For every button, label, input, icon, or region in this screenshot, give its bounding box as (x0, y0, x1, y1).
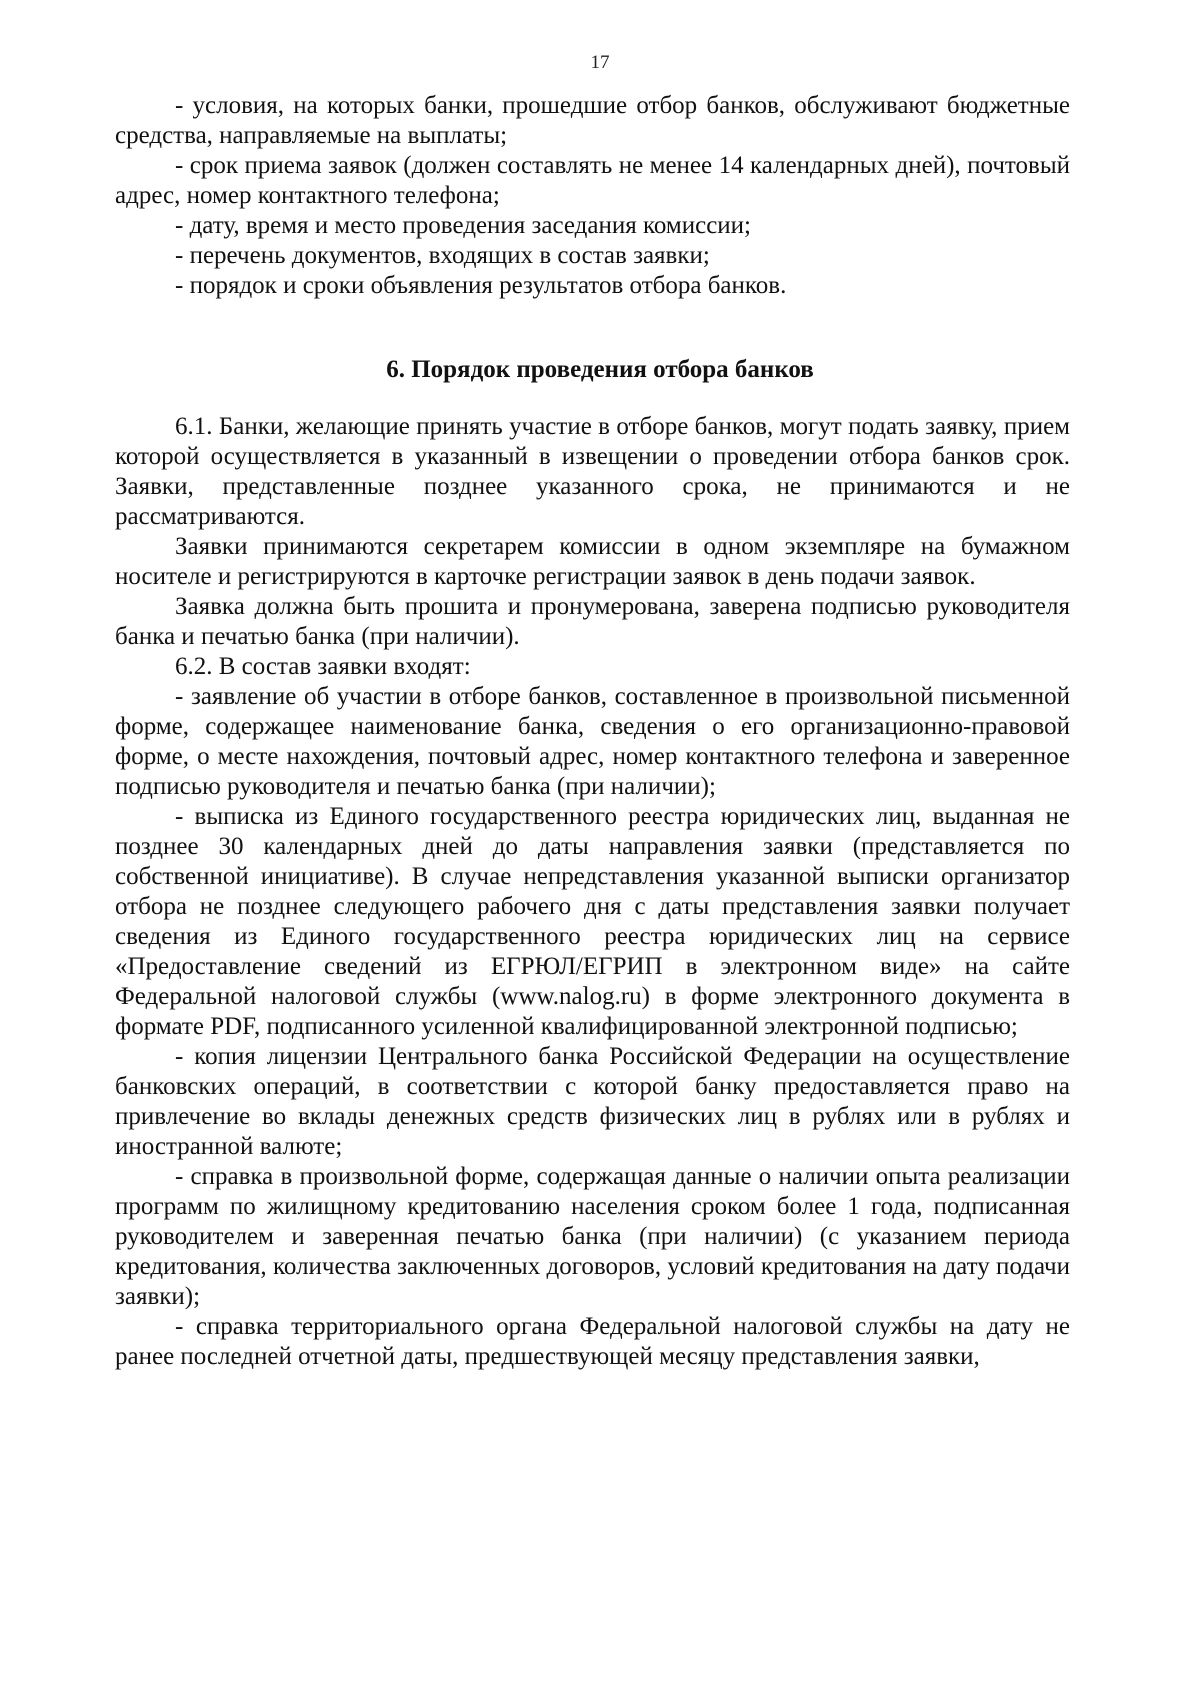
paragraph: - справка территориального органа Федеральной налоговой службы на дату не ранее последней отчетной даты, предшествующей месяцу представления заявки, (115, 1313, 1070, 1370)
paragraph: - копия лицензии Центрального банка Российской Федерации на осуществление банковских операций, в соответствии с которой банку предоставляется право на привлечение во вклады денежных средств физических лиц в рублях или в рублях и иностранной валюте; (115, 1043, 1070, 1160)
paragraph: Заявки принимаются секретарем комиссии в одном экземпляре на бумажном носителе и регистрируются в карточке регистрации заявок в день подачи заявок. (115, 533, 1070, 590)
intro-item: - условия, на которых банки, прошедшие отбор банков, обслуживают бюджетные средства, направляемые на выплаты; (115, 92, 1070, 149)
intro-item: - дату, время и место проведения заседания комиссии; (175, 212, 752, 239)
paragraph: Заявка должна быть прошита и пронумерована, заверена подписью руководителя банка и печатью банка (при наличии). (115, 593, 1070, 650)
paragraph: - справка в произвольной форме, содержащая данные о наличии опыта реализации программ по жилищному кредитованию населения сроком более 1 года, подписанная руководителем и заверенная печатью банка (при наличии) (с указанием периода кредитования, количества заключенных договоров, условий кредитования на дату подачи заявки); (115, 1163, 1070, 1310)
page-number: 17 (590, 52, 610, 73)
paragraph: 6.1. Банки, желающие принять участие в отборе банков, могут подать заявку, прием которой осуществляется в указанный в извещении о проведении отбора банков срок. Заявки, представленные позднее указанного срока, не принимаются и не рассматриваются. (115, 413, 1070, 530)
intro-item: - порядок и сроки объявления результатов отбора банков. (175, 272, 787, 299)
intro-item: - срок приема заявок (должен составлять не менее 14 календарных дней), почтовый адрес, номер контактного телефона; (115, 152, 1070, 209)
intro-item: - перечень документов, входящих в состав заявки; (175, 242, 710, 269)
intro-list (115, 91, 1070, 301)
paragraph: 6.2. В состав заявки входят: (175, 653, 471, 680)
section-body (115, 412, 1070, 1372)
section-title: 6. Порядок проведения отбора банков (386, 356, 814, 383)
paragraph: - выписка из Единого государственного реестра юридических лиц, выданная не позднее 30 календарных дней до даты направления заявки (представляется по собственной инициативе). В случае непредставления указанной выписки организатор отбора не позднее следующего рабочего дня с даты представления заявки получает сведения из Единого государственного реестра юридических лиц на сервисе «Предоставление сведений из ЕГРЮЛ/ЕГРИП в электронном виде» на сайте Федеральной налоговой службы (www.nalog.ru) в форме электронного документа в формате PDF, подписанного усиленной квалифицированной электронной подписью; (115, 803, 1070, 1040)
paragraph: - заявление об участии в отборе банков, составленное в произвольной письменной форме, содержащее наименование банка, сведения о его организационно-правовой форме, о месте нахождения, почтовый адрес, номер контактного телефона и заверенное подписью руководителя и печатью банка (при наличии); (115, 683, 1070, 800)
